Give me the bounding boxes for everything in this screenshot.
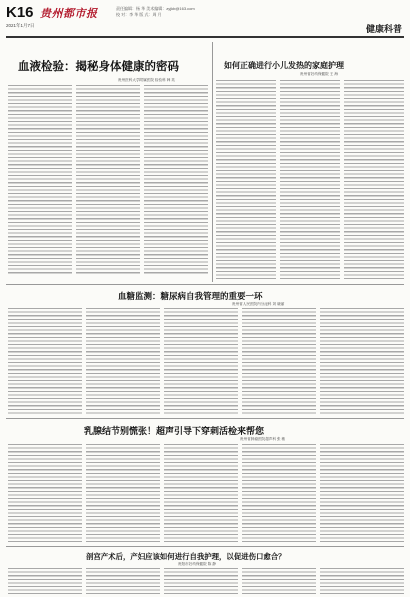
article-5-column-5 xyxy=(320,568,404,594)
article-5-column-3 xyxy=(164,568,238,594)
article-4-byline: 贵州省肿瘤医院超声科 张 敏 xyxy=(240,437,286,441)
article-5-byline: 贵阳市妇幼保健院 陈 静 xyxy=(178,562,216,566)
article-5-title: 剖宫产术后，产妇应该如何进行自我护理，以促进伤口愈合？ xyxy=(86,552,286,561)
editor-line-2: 校 对：李 华 版 式：周 月 xyxy=(116,12,162,17)
masthead xyxy=(6,4,404,38)
article-3-byline: 贵州省人民医院内分泌科 刘 晓丽 xyxy=(232,302,285,306)
article-2-column-3 xyxy=(344,80,404,280)
article-4-column-2 xyxy=(86,444,160,542)
article-1-column-1 xyxy=(8,85,72,275)
masthead-rule xyxy=(6,36,404,38)
horizontal-divider-3 xyxy=(6,546,404,547)
article-3-column-3 xyxy=(164,308,238,414)
article-4-column-3 xyxy=(164,444,238,542)
vertical-divider xyxy=(212,42,213,282)
article-2-column-2 xyxy=(280,80,340,280)
article-5-column-2 xyxy=(86,568,160,594)
article-5-column-1 xyxy=(8,568,82,594)
page-number: K16 xyxy=(6,4,34,21)
article-3-column-5 xyxy=(320,308,404,414)
article-4-column-4 xyxy=(242,444,316,542)
article-1-column-2 xyxy=(76,85,140,275)
article-1-title: 血液检验：揭秘身体健康的密码 xyxy=(18,61,179,73)
editor-info xyxy=(116,6,195,18)
article-3-column-4 xyxy=(242,308,316,414)
article-3-column-1 xyxy=(8,308,82,414)
editor-line-1: 责任编辑：杨 华 美术编辑：zyjkb@163.com xyxy=(116,6,195,11)
section-title: 健康科普 xyxy=(365,24,402,34)
article-2-title: 如何正确进行小儿发热的家庭护理 xyxy=(224,61,344,70)
horizontal-divider-1 xyxy=(6,284,404,285)
article-4-title: 乳腺结节别慌张！超声引导下穿刺活检来帮您 xyxy=(84,426,265,436)
article-5-column-4 xyxy=(242,568,316,594)
newspaper-logo: 贵州都市报 xyxy=(40,7,98,20)
article-3-column-2 xyxy=(86,308,160,414)
article-4-column-1 xyxy=(8,444,82,542)
horizontal-divider-2 xyxy=(6,418,404,419)
article-4-column-5 xyxy=(320,444,404,542)
article-1-byline: 贵州医科大学附属医院 检验科 韩 英 xyxy=(118,78,175,82)
page-date: 2021年1月7日 xyxy=(6,23,35,28)
article-2-column-1 xyxy=(216,80,276,280)
article-2-byline: 贵州省妇幼保健院 王 海 xyxy=(300,72,338,76)
article-1-column-3 xyxy=(144,85,208,275)
article-3-title: 血糖监测：糖尿病自我管理的重要一环 xyxy=(118,291,263,301)
